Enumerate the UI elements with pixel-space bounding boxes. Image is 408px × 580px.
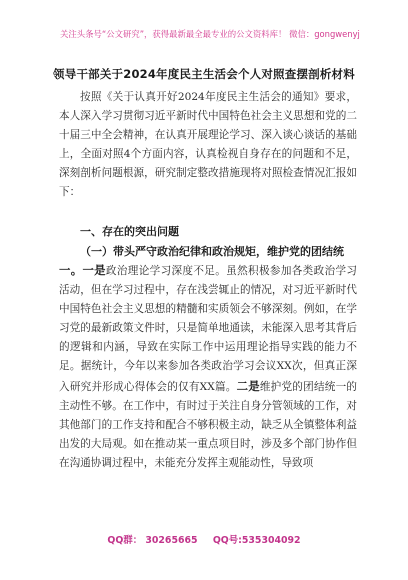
intro-paragraph: 按照《关于认真开好2024年度民主生活会的通知》要求，本人深入学习贯彻习近平新时代中国特色社会主义思想和党的二十届三中全会精神，在认真开展理论学习、深入谈心谈话的基础上，全面对照4个方面内容，认真检视自身存在的问题和不足，深刻剖析问题根源，研究制定整改措施现将对照检查情况汇报如下： xyxy=(59,91,357,199)
paragraph-text-2: 维护党的团结统一的主动性不够。在工作中，有时过于关注自身分管领域的工作，对其他部门的工作支持和配合不够积极主动，缺乏从全镇整体利益出发的大局观。如在推动某一重点项目时，涉及多个部门协作但在沟通协调过程中，未能充分发挥主观能动性，导致项 xyxy=(59,380,357,469)
footer-contact xyxy=(0,532,408,546)
paragraph-text-1: 政治理论学习深度不足。虽然积极参加各类政治学习活动，但在学习过程中，存在浅尝辄止的情况，对习近平新时代中国特色社会主义思想的精髓和实质领会不够深刻。例如，在学习党的最新政策文件时，只是简单地通读，未能深入思考其背后的逻辑和内涵，导致在实际工作中运用理论指导实践的能力不足。据统计，今年以来参加各类政治学习会议XX次，但真正深入研究并形成心得体会的仅有XX篇。 xyxy=(59,265,357,393)
header-notice: 关注头条号“公文研究”，获得最新最全最专业的公文资料库！ 微信：gongwenyj xyxy=(60,29,360,39)
paragraph-lead-2: 二是 xyxy=(236,378,260,393)
subsection-heading: （一）带头严守政治纪律和政治规矩，维护党的团结统 xyxy=(80,245,344,258)
paragraph-lead-1: 一。一是 xyxy=(59,263,106,277)
footer-qq-number: QQ号:535304092 xyxy=(212,535,301,546)
footer-qq-group: QQ群： 30265665 xyxy=(107,535,198,546)
body-paragraph xyxy=(59,261,357,473)
section-heading: 一、存在的突出问题 xyxy=(80,225,179,238)
document-title: 领导干部关于2024年度民主生活会个人对照查摆剖析材料 xyxy=(53,67,355,81)
